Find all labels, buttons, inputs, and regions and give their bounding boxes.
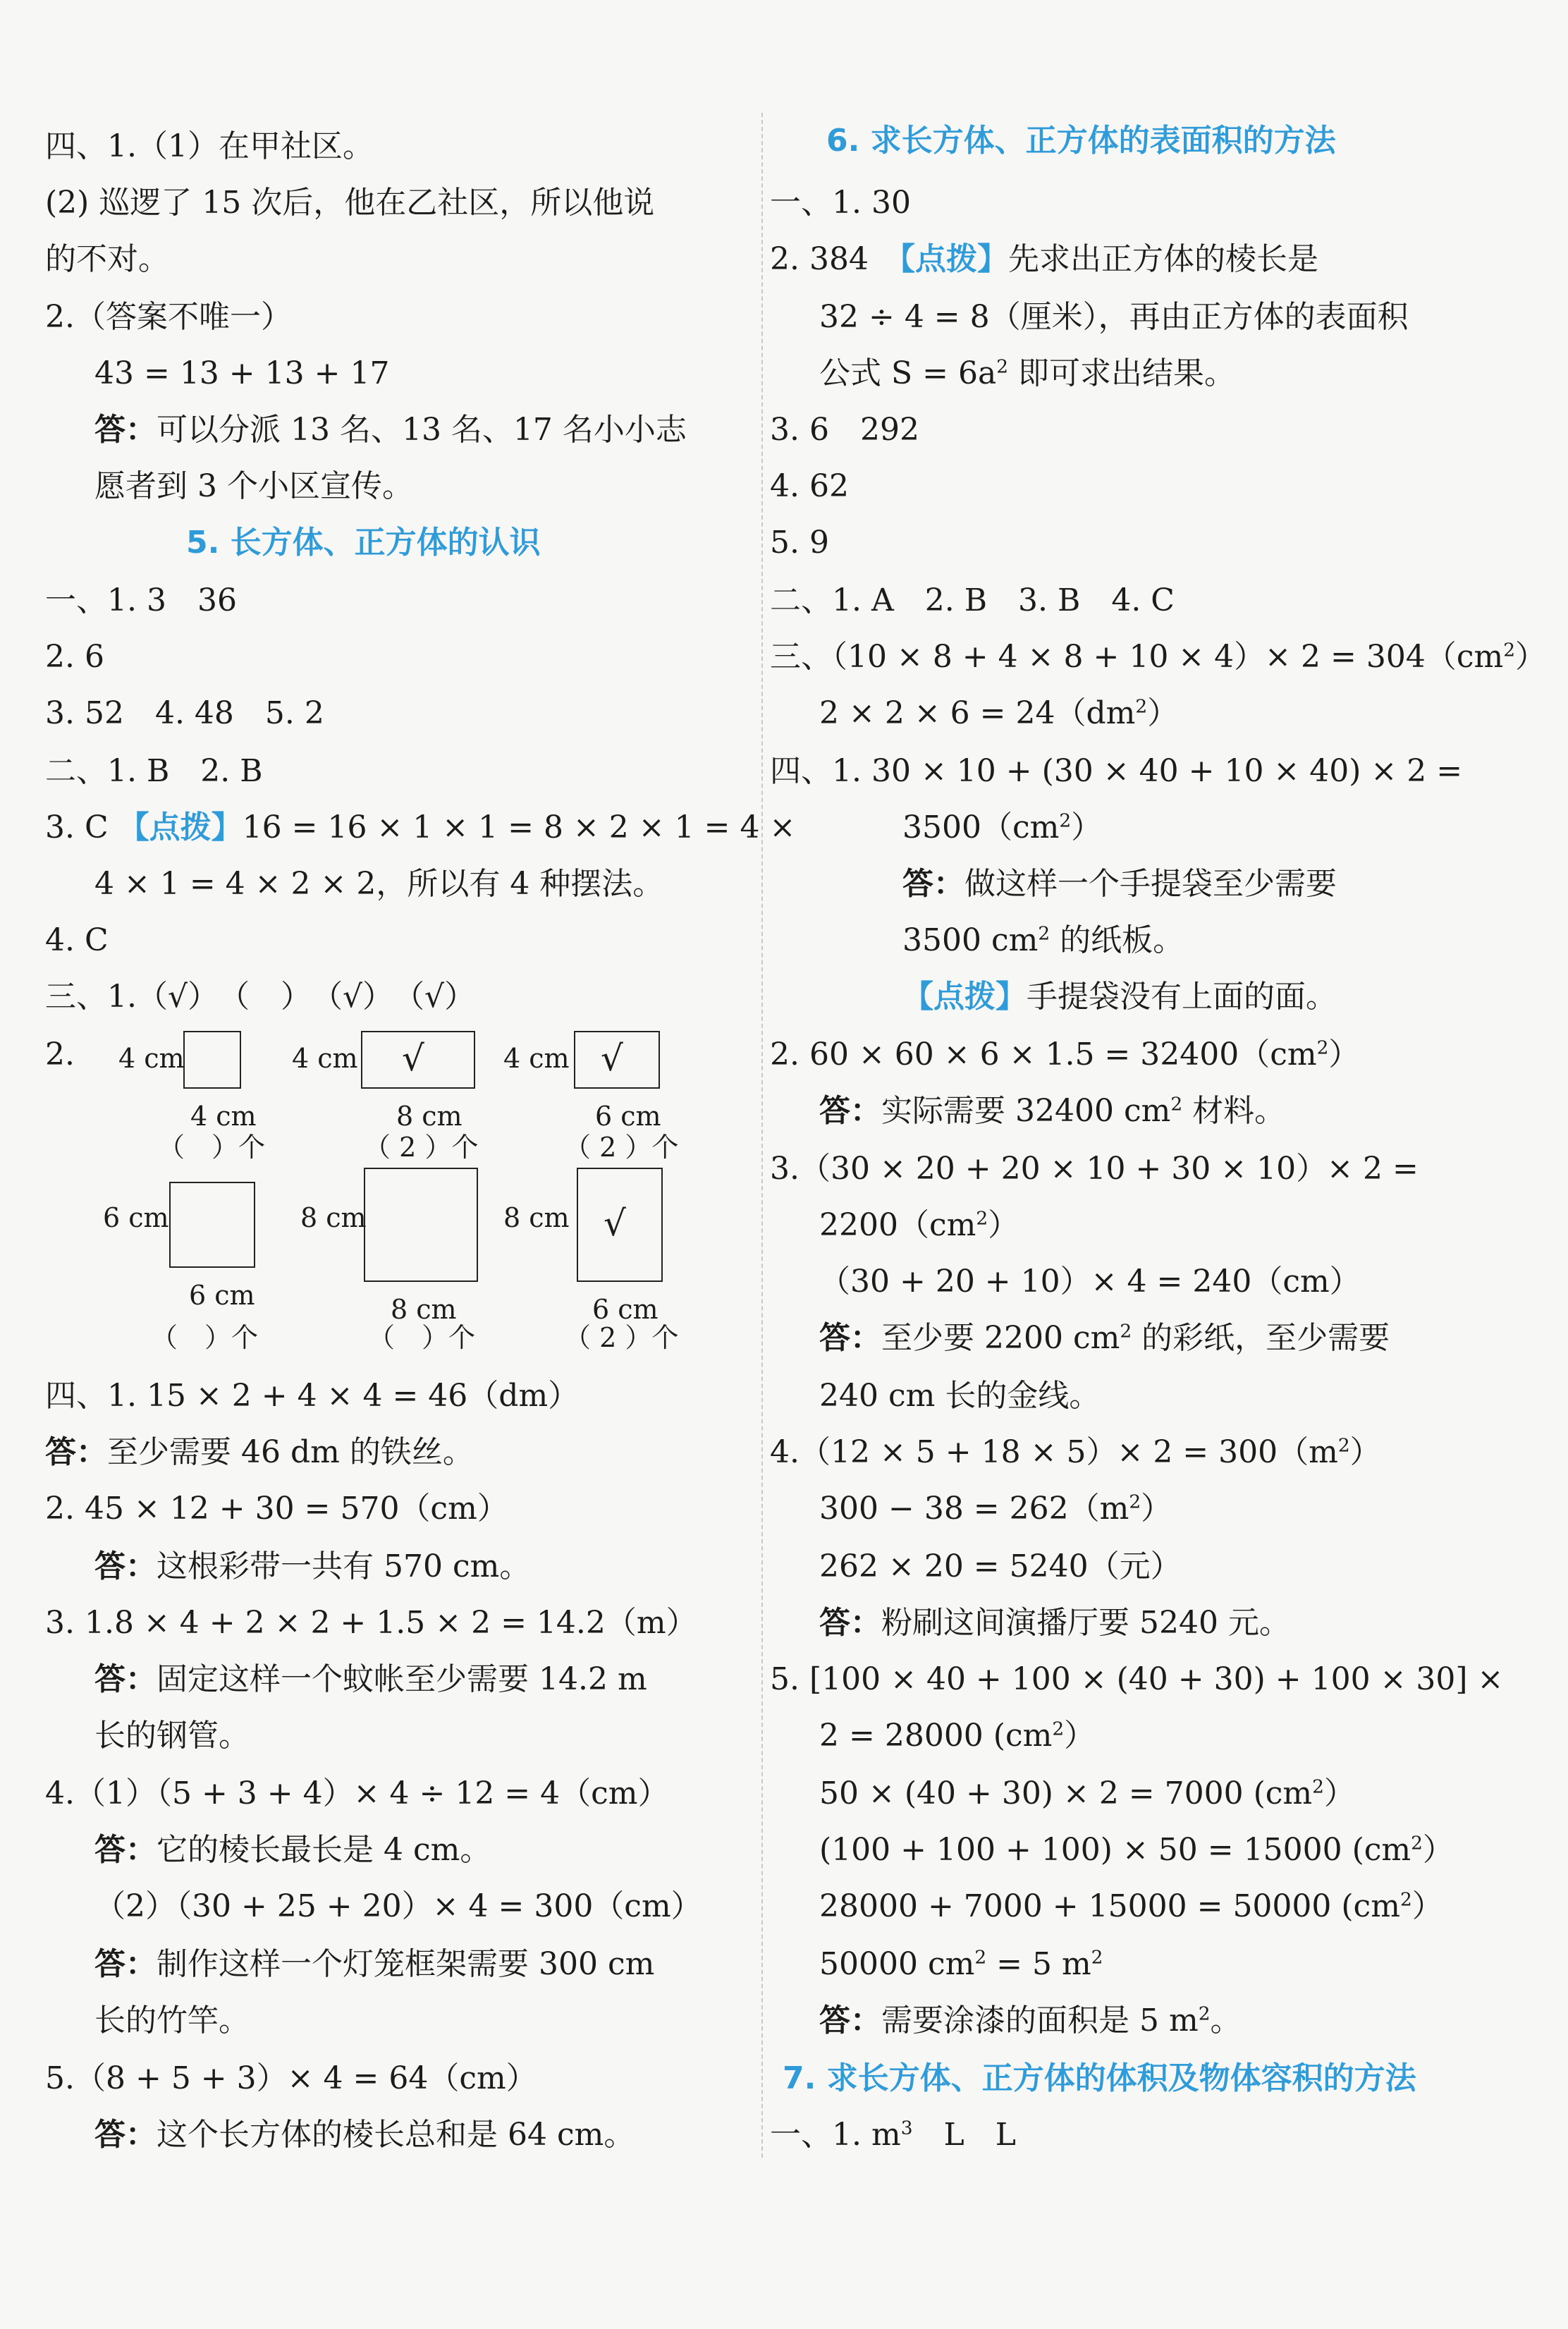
column-divider	[761, 113, 763, 2158]
answer-line	[94, 412, 687, 448]
answer-line: 二、1. B 2. B	[45, 753, 263, 789]
superscript: 2	[1135, 695, 1148, 718]
answer-label: 答：	[819, 1320, 881, 1356]
answer-label: 答：	[94, 1946, 157, 1982]
answer-line: 长的钢管。	[94, 1718, 250, 1754]
bracket: ）	[1514, 639, 1546, 675]
answer-line	[770, 1434, 1381, 1470]
answer-label: 答：	[819, 1093, 881, 1129]
side-length-label: 8 cm	[503, 1202, 570, 1233]
answer-line	[45, 809, 796, 845]
answer-line: 5. 9	[770, 525, 829, 561]
superscript: 2	[1399, 1888, 1412, 1911]
answer-line	[819, 1320, 1390, 1356]
answer-line: 32 ÷ 4 = 8（厘米），再由正方体的表面积	[819, 299, 1409, 335]
answer-text: 粉刷这间演播厅要 5240 元。	[881, 1605, 1290, 1641]
answer-line: 2. 45 × 12 + 30 = 570（cm）	[45, 1491, 508, 1527]
answer-text: 一、1. m	[770, 2117, 901, 2153]
equation: 3500（cm	[902, 809, 1060, 845]
answer-text: 制作这样一个灯笼框架需要 300 cm	[157, 1946, 655, 1982]
answer-line: 5.（8 + 5 + 3）× 4 = 64（cm）	[45, 2060, 537, 2096]
answer-line	[770, 639, 1546, 675]
check-mark: √	[402, 1038, 424, 1079]
bracket: ）	[1328, 1037, 1360, 1072]
check-mark: √	[604, 1203, 626, 1244]
count-label: （ 2 ）个	[564, 1132, 679, 1163]
answer-text: 至少需要 46 dm 的铁丝。	[107, 1434, 474, 1470]
answer-line: (2) 巡逻了 15 次后，他在乙社区，所以他说	[45, 185, 655, 221]
bracket: ）	[1323, 1775, 1355, 1811]
superscript: 2	[976, 1207, 988, 1230]
answer-line	[819, 1946, 1103, 1982]
answer-text: 的纸板。	[1050, 922, 1184, 958]
side-length-label: 4 cm	[292, 1043, 358, 1074]
answer-line: 长的竹竿。	[94, 2003, 250, 2038]
bracket: ）	[1411, 1888, 1443, 1924]
answer-text: 可以分派 13 名、13 名、17 名小小志	[157, 412, 687, 448]
bottom-length-label: 8 cm	[391, 1294, 457, 1325]
answer-label: 答：	[94, 412, 157, 448]
answer-line: 2.	[45, 1037, 75, 1072]
superscript: 2	[974, 1946, 987, 1969]
superscript: 2	[1198, 2003, 1211, 2025]
answer-line: 3. 52 4. 48 5. 2	[45, 695, 324, 731]
answer-line: 3. 1.8 × 4 + 2 × 2 + 1.5 × 2 = 14.2（m）	[45, 1605, 697, 1641]
answer-line	[902, 809, 1103, 845]
answer-text: 的彩纸，至少需要	[1132, 1320, 1390, 1356]
answer-line: 4 × 1 = 4 × 2 × 2，所以有 4 种摆法。	[94, 866, 664, 902]
answer-line	[94, 2117, 635, 2153]
bracket: ）	[1141, 1491, 1172, 1527]
bottom-length-label: 6 cm	[592, 1294, 659, 1325]
hint-text: 先求出正方体的棱长是	[1007, 241, 1318, 277]
answer-label: 答：	[94, 1832, 157, 1868]
equation: 50 × (40 + 30) × 2 = 7000 (cm	[819, 1775, 1313, 1811]
side-length-label: 6 cm	[103, 1202, 169, 1233]
answer-text: 需要涂漆的面积是 5 m	[881, 2003, 1199, 2038]
bottom-length-label: 4 cm	[190, 1101, 257, 1132]
answer-label: 答：	[819, 2003, 881, 2038]
answer-text: 2. 384	[770, 241, 869, 277]
answer-line: 的不对。	[45, 241, 169, 277]
answer-line	[819, 1832, 1454, 1868]
count-label: （ ）个	[151, 1322, 259, 1353]
superscript: 2	[1316, 1037, 1329, 1059]
answer-line: 4. 62	[770, 468, 849, 504]
answer-line: 一、1. 3 36	[45, 582, 237, 618]
answer-line	[94, 1946, 655, 1982]
answer-line	[819, 695, 1179, 731]
count-label: （ ）个	[158, 1132, 266, 1163]
bracket: ）	[988, 1207, 1019, 1243]
bottom-length-label: 6 cm	[595, 1101, 661, 1132]
answer-line: 3.（30 × 20 + 20 × 10 + 30 × 10）× 2 =	[770, 1151, 1419, 1187]
equation: 4.（12 × 5 + 18 × 5）× 2 = 300（m	[770, 1434, 1338, 1470]
answer-line	[902, 922, 1184, 958]
answer-line: 四、1. 15 × 2 + 4 × 4 = 46（dm）	[45, 1378, 580, 1414]
square-figure	[169, 1182, 255, 1268]
superscript: 2	[1059, 809, 1072, 832]
superscript: 2	[1411, 1832, 1423, 1854]
answer-line	[902, 979, 1337, 1015]
answer-line	[819, 1888, 1443, 1924]
equation: 43 = 13 + 13 + 17	[94, 355, 390, 391]
answer-line	[819, 2005, 1242, 2036]
answer-line	[94, 1548, 531, 1584]
superscript: 2	[1129, 1491, 1141, 1513]
bracket: ）	[1071, 809, 1103, 845]
answer-line: （30 + 20 + 10）× 4 = 240（cm）	[819, 1264, 1361, 1300]
answer-line	[819, 1720, 1095, 1752]
answer-line	[770, 241, 1318, 277]
answer-line	[770, 2117, 1016, 2153]
section-heading-5: 5. 长方体、正方体的认识	[186, 525, 541, 561]
section-heading-6: 6. 求长方体、正方体的表面积的方法	[826, 123, 1336, 159]
count-label: （ 2 ）个	[564, 1322, 679, 1353]
answer-line	[45, 1434, 474, 1470]
answer-label: 答：	[94, 1548, 157, 1584]
answer-line: 四、1.（1）在甲社区。	[45, 128, 374, 164]
superscript: 2	[996, 355, 1008, 378]
answer-text: 做这样一个手提袋至少需要	[964, 866, 1337, 902]
equation: 2. 60 × 60 × 6 × 1.5 = 32400（cm	[770, 1037, 1317, 1072]
equation: 28000 + 7000 + 15000 = 50000 (cm	[819, 1888, 1400, 1924]
superscript: 2	[1052, 1718, 1065, 1740]
answer-text: L L	[912, 2117, 1016, 2153]
answer-line	[819, 1775, 1355, 1811]
count-label: （ ）个	[368, 1322, 476, 1353]
answer-line: 二、1. A 2. B 3. B 4. C	[770, 582, 1175, 618]
answer-line	[770, 1039, 1359, 1070]
answer-label: 答：	[94, 2117, 157, 2153]
square-figure	[183, 1031, 241, 1089]
superscript: 2	[1170, 1093, 1183, 1115]
answer-line: 2. 6	[45, 639, 104, 675]
bracket: ）	[1422, 1832, 1454, 1868]
section-heading-7: 7. 求长方体、正方体的体积及物体容积的方法	[783, 2060, 1416, 2096]
answer-text: 固定这样一个蚊帐至少需要 14.2 m	[157, 1661, 647, 1697]
answer-line	[94, 1832, 491, 1868]
answer-text: 实际需要 32400 cm	[881, 1093, 1171, 1129]
answer-label: 答：	[819, 1605, 881, 1641]
check-mark: √	[601, 1038, 623, 1079]
answer-line: 四、1. 30 × 10 + (30 × 40 + 10 × 40) × 2 =	[770, 753, 1463, 789]
bracket: ）	[1349, 1434, 1381, 1470]
hint-label: 【点拨】	[118, 809, 243, 845]
superscript: 2	[1312, 1775, 1324, 1798]
hint-label: 【点拨】	[899, 241, 1008, 277]
answer-line: 240 cm 长的金线。	[819, 1378, 1101, 1414]
hint-label: 【点拨】	[902, 979, 1027, 1015]
answer-line: 5. [100 × 40 + 100 × (40 + 30) + 100 × 30] ×	[770, 1661, 1504, 1697]
answer-text: 3. C	[45, 809, 109, 845]
equation: = 5 m	[986, 1946, 1091, 1982]
answer-text: 至少要 2200 cm	[881, 1320, 1120, 1356]
equation: 300 − 38 = 262（m	[819, 1491, 1129, 1527]
side-length-label: 8 cm	[300, 1202, 367, 1233]
equation: 2 = 28000 (cm	[819, 1718, 1053, 1754]
answer-text: 这个长方体的棱长总和是 64 cm。	[157, 2117, 635, 2153]
bottom-length-label: 6 cm	[189, 1280, 255, 1311]
side-length-label: 4 cm	[118, 1043, 185, 1074]
answer-text: 材料。	[1182, 1093, 1286, 1129]
answer-text: 它的棱长最长是 4 cm。	[157, 1832, 491, 1868]
superscript: 2	[1337, 1434, 1350, 1457]
answer-line: （2）（30 + 25 + 20）× 4 = 300（cm）	[94, 1888, 702, 1924]
superscript: 3	[900, 2117, 913, 2139]
answer-text: 3500 cm	[902, 922, 1039, 958]
answer-line	[819, 355, 1235, 391]
hint-text: 16 = 16 × 1 × 1 = 8 × 2 × 1 = 4 ×	[242, 809, 796, 845]
square-figure	[364, 1168, 478, 1282]
bracket: ）	[1064, 1718, 1096, 1754]
answer-line: 4.（1）（5 + 3 + 4）× 4 ÷ 12 = 4（cm）	[45, 1775, 669, 1811]
answer-line	[902, 866, 1337, 902]
answer-line: 262 × 20 = 5240（元）	[819, 1548, 1182, 1584]
answer-line: 3. 6 292	[770, 412, 919, 448]
equation: 三、（10 × 8 + 4 × 8 + 10 × 4）× 2 = 304（cm	[770, 639, 1504, 675]
answer-line: 4. C	[45, 922, 109, 958]
answer-line	[819, 1491, 1172, 1527]
bottom-length-label: 8 cm	[396, 1101, 463, 1132]
hint-text: 即可求出结果。	[1008, 355, 1235, 391]
superscript: 2	[1120, 1320, 1132, 1343]
answer-label: 答：	[902, 866, 964, 902]
side-length-label: 4 cm	[503, 1043, 570, 1074]
equation: 2200（cm	[819, 1207, 976, 1243]
count-label: （ 2 ）个	[364, 1132, 479, 1163]
answer-line	[819, 1605, 1290, 1641]
answer-line: 2.（答案不唯一）	[45, 299, 292, 335]
superscript: 2	[1038, 922, 1051, 945]
bracket: ）	[1147, 695, 1179, 731]
answer-line: 一、1. 30	[770, 185, 911, 221]
equation: (100 + 100 + 100) × 50 = 15000 (cm	[819, 1832, 1411, 1868]
answer-text: 这根彩带一共有 570 cm。	[157, 1548, 531, 1584]
superscript: 2	[1091, 1946, 1103, 1969]
answer-label: 答：	[94, 1661, 157, 1697]
answer-text: 。	[1210, 2003, 1242, 2038]
equation: 50000 cm	[819, 1946, 975, 1982]
answer-line: 三、1.（√） （ ） （√） （√）	[45, 979, 476, 1015]
equation: 2 × 2 × 6 = 24（dm	[819, 695, 1136, 731]
hint-text: 手提袋没有上面的面。	[1027, 979, 1337, 1015]
answer-line: 愿者到 3 个小区宣传。	[94, 468, 413, 504]
answer-line	[819, 1093, 1286, 1129]
answer-line	[819, 1207, 1019, 1243]
answer-line	[94, 1661, 647, 1697]
formula-text: 公式 S = 6a	[819, 355, 997, 391]
superscript: 2	[1503, 639, 1515, 661]
answer-label: 答：	[45, 1434, 107, 1470]
